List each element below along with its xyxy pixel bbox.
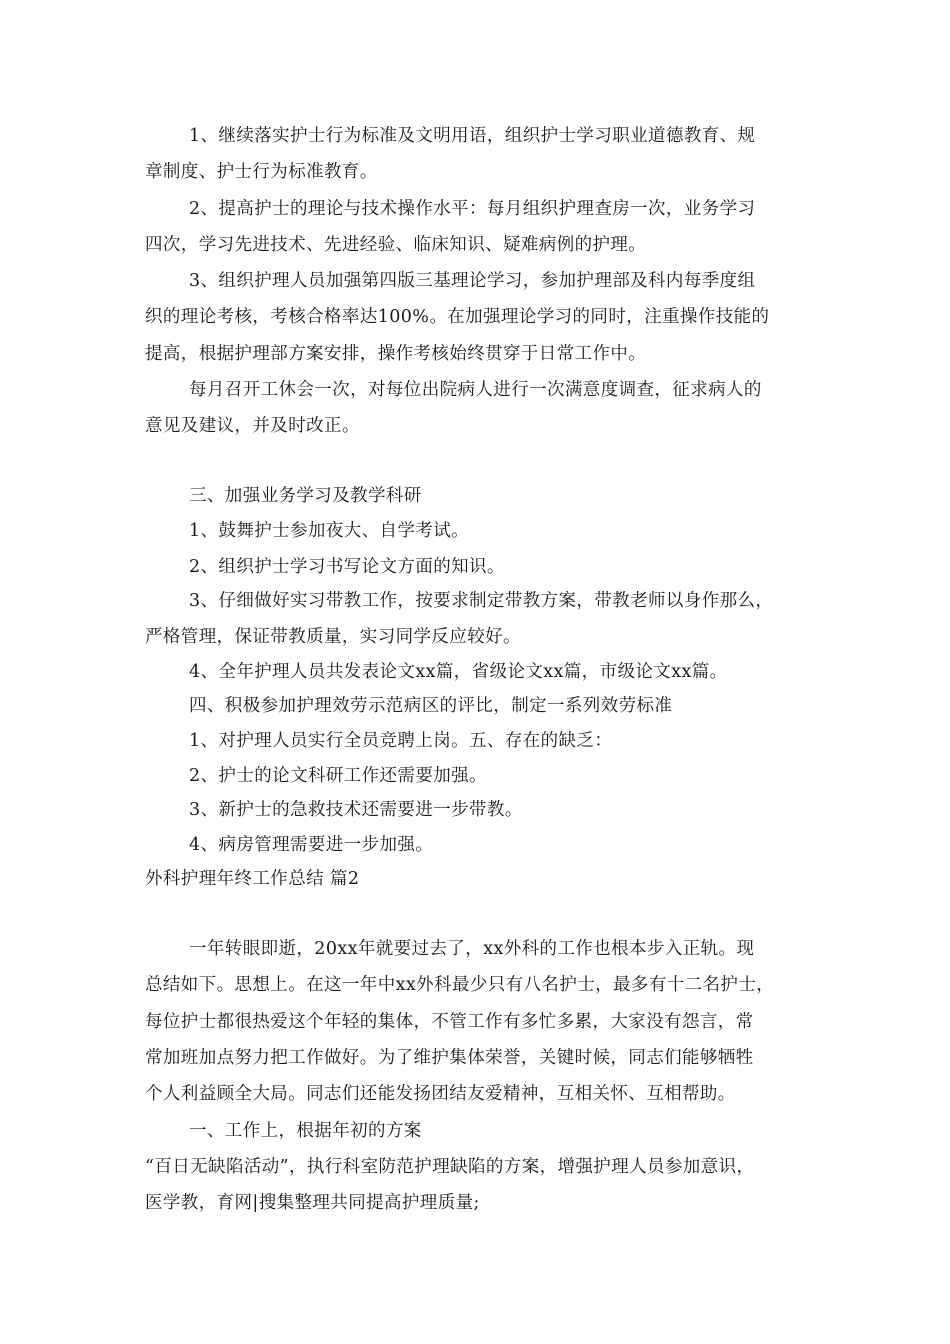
- paragraph-line: 每位护士都很热爱这个年轻的集体，不管工作有多忙多累，大家没有怨言，常: [145, 1012, 754, 1032]
- paragraph-line: 2、提高护士的理论与技术操作水平：每月组织护理查房一次，业务学习: [189, 199, 756, 219]
- paragraph-line: 1、对护理人员实行全员竞聘上岗。五、存在的缺乏：: [189, 731, 613, 751]
- section-heading: 三、加强业务学习及教学科研: [189, 486, 422, 506]
- paragraph-line: 意见及建议，并及时改正。: [145, 416, 360, 436]
- paragraph-line: 常加班加点努力把工作做好。为了维护集体荣誉，关键时候，同志们能够牺牲: [145, 1048, 754, 1068]
- paragraph-line: 织的理论考核，考核合格率达100%。在加强理论学习的同时，注重操作技能的: [145, 307, 770, 327]
- paragraph-line: 4、病房管理需要进一步加强。: [189, 835, 434, 855]
- paragraph-line: 严格管理，保证带教质量，实习同学反应较好。: [145, 627, 521, 647]
- paragraph-line: 3、组织护理人员加强第四版三基理论学习，参加护理部及科内每季度组: [189, 271, 756, 291]
- paragraph-line: 提高，根据护理部方案安排，操作考核始终贯穿于日常工作中。: [145, 344, 647, 364]
- paragraph-line: 3、仔细做好实习带教工作，按要求制定带教方案，带教老师以身作那么，: [189, 591, 774, 611]
- paragraph-line: 2、护士的论文科研工作还需要加强。: [189, 766, 487, 786]
- paragraph-line: 2、组织护士学习书写论文方面的知识。: [189, 557, 505, 577]
- paragraph-line: 医学教，育网|搜集整理共同提高护理质量;: [145, 1193, 480, 1213]
- paragraph-line: 章制度、护士行为标准教育。: [145, 162, 378, 182]
- paragraph-line: 四次，学习先进技术、先进经验、临床知识、疑难病例的护理。: [145, 235, 647, 255]
- paragraph-line: 个人利益顾全大局。同志们还能发扬团结友爱精神，互相关怀、互相帮助。: [145, 1084, 736, 1104]
- paragraph-line: 每月召开工休会一次，对每位出院病人进行一次满意度调查，征求病人的: [189, 380, 762, 400]
- section-heading: 一、工作上，根据年初的方案: [189, 1121, 422, 1141]
- paragraph-line: “百日无缺陷活动”，执行科室防范护理缺陷的方案，增强护理人员参加意识，: [145, 1157, 755, 1177]
- paragraph-line: 3、新护士的急救技术还需要进一步带教。: [189, 800, 523, 820]
- document-title: 外科护理年终工作总结 篇2: [145, 869, 360, 889]
- paragraph-line: 一年转眼即逝，20xx年就要过去了，xx外科的工作也根本步入正轨。现: [189, 939, 755, 959]
- paragraph-line: 总结如下。思想上。在这一年中xx外科最少只有八名护士，最多有十二名护士，: [145, 975, 775, 995]
- section-heading: 四、积极参加护理效劳示范病区的评比，制定一系列效劳标准: [189, 696, 673, 716]
- paragraph-line: 1、继续落实护士行为标准及文明用语，组织护士学习职业道德教育、规: [189, 126, 756, 146]
- paragraph-line: 1、鼓舞护士参加夜大、自学考试。: [189, 521, 470, 541]
- paragraph-line: 4、全年护理人员共发表论文xx篇，省级论文xx篇，市级论文xx篇。: [189, 662, 728, 682]
